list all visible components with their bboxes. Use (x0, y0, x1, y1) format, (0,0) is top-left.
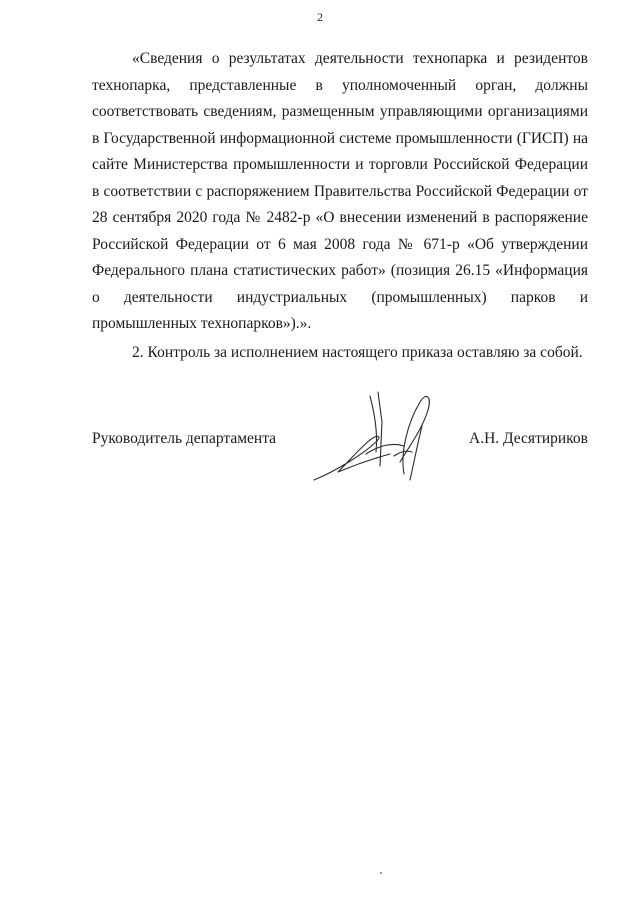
signer-position: Руководитель департамента (92, 430, 277, 447)
signature-block (92, 430, 588, 450)
page-number: 2 (317, 10, 323, 24)
signer-name: А.Н. Десятириков (469, 430, 588, 447)
scan-speck (380, 872, 382, 874)
paragraph-gisp-information: «Сведения о результатах деятельности технопарка и резидентов технопарка, представленные в уполномоченный орган, должны соответствовать сведениям, размещенным управляющими организациями в Государственной информационной системе промышленности (ГИСП) на сайте Министерства промышленности и торговли Российской Федерации в соответствии с распоряжением Правительства Российской Федерации от 28 сентября 2020 года № 2482-р «О внесении изменений в распоряжение Российской Федерации от 6 мая 2008 года № 671-р «Об утверждении Федерального плана статистических работ» (позиция 26.15 «Информация о деятельности индустриальных (промышленных) парков и промышленных технопарков»).». (92, 50, 588, 332)
document-body (92, 46, 588, 366)
paragraph-control-clause: 2. Контроль за исполнением настоящего приказа оставляю за собой. (132, 343, 583, 361)
